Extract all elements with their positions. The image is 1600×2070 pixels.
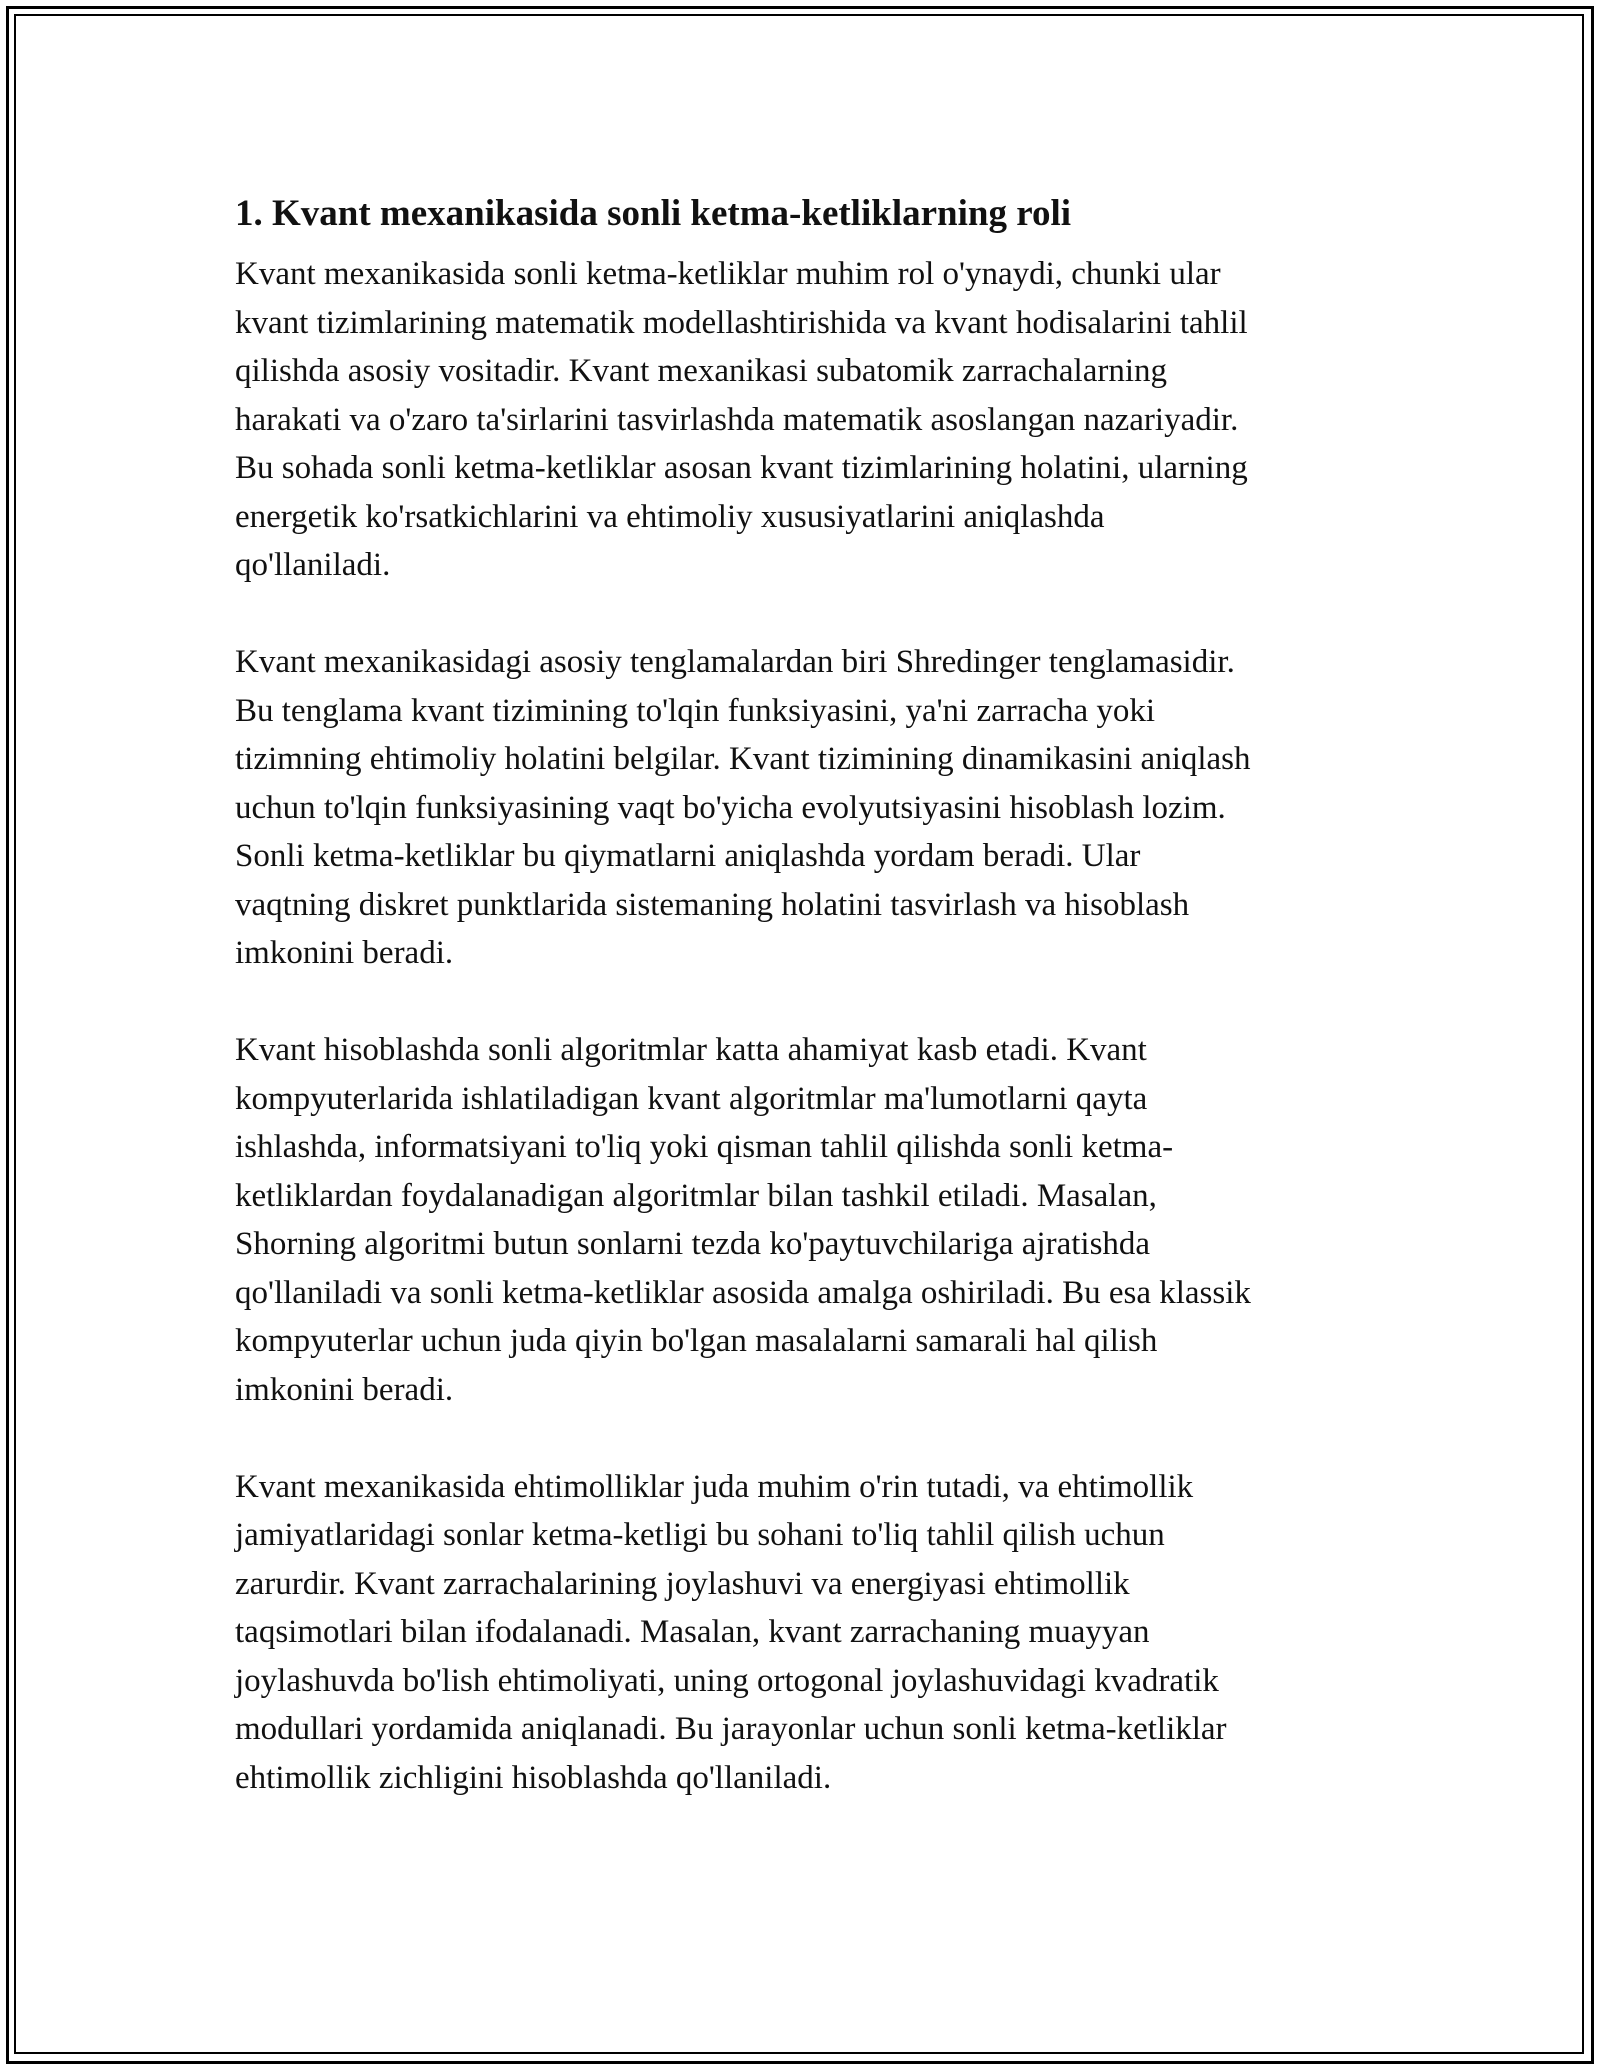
document-body — [235, 186, 1375, 1851]
paragraph-4 — [235, 1463, 1375, 1803]
text-line: qo'llaniladi. — [235, 547, 391, 583]
text-line: joylashuvda bo'lish ehtimoliyati, uning ortogonal joylashuvidagi kvadratik — [235, 1662, 1219, 1699]
text-line: Sonli ketma-ketliklar bu qiymatlarni aniqlashda yordam beradi. Ular — [235, 838, 1141, 874]
text-line: zarurdir. Kvant zarrachalarining joylashuvi va energiyasi ehtimollik — [235, 1565, 1130, 1602]
text-line: taqsimotlari bilan ifodalanadi. Masalan, kvant zarrachaning muayyan — [235, 1614, 1150, 1650]
text-line: jamiyatlaridagi sonlar ketma-ketligi bu sohani to'liq tahlil qilish uchun — [235, 1517, 1165, 1553]
text-line: harakati va o'zaro ta'sirlarini tasvirlashda matematik asoslangan nazariyadir. — [235, 401, 1239, 438]
text-line: ishlashda, informatsiyani to'liq yoki qisman tahlil qilishda sonli ketma- — [235, 1129, 1174, 1165]
text-line: Shorning algoritmi butun sonlarni tezda ko'paytuvchilariga ajratishda — [235, 1226, 1151, 1262]
text-line: qo'llaniladi va sonli ketma-ketliklar asosida amalga oshiriladi. Bu esa klassik — [235, 1274, 1251, 1311]
paragraph-3 — [235, 1026, 1375, 1414]
text-line: modullari yordamida aniqlanadi. Bu jarayonlar uchun sonli ketma-ketliklar — [235, 1711, 1227, 1747]
text-line: energetik ko'rsatkichlarini va ehtimoliy xususiyatlarini aniqlashda — [235, 498, 1105, 535]
paragraph-1 — [235, 250, 1375, 590]
text-line: Kvant mexanikasida ehtimolliklar juda muhim o'rin tutadi, va ehtimollik — [235, 1468, 1194, 1505]
text-line: uchun to'lqin funksiyasining vaqt bo'yicha evolyutsiyasini hisoblash lozim. — [235, 789, 1226, 826]
section-heading: 1. Kvant mexanikasida sonli ketma-ketliklarning roli — [235, 193, 1072, 234]
text-line: Kvant hisoblashda sonli algoritmlar katta ahamiyat kasb etadi. Kvant — [235, 1032, 1147, 1068]
text-line: tizimning ehtimoliy holatini belgilar. Kvant tizimining dinamikasini aniqlash — [235, 741, 1251, 777]
text-line: kompyuterlar uchun juda qiyin bo'lgan masalalarni samarali hal qilish — [235, 1323, 1158, 1359]
paragraph-2 — [235, 638, 1375, 978]
text-line: Kvant mexanikasidagi asosiy tenglamalardan biri Shredinger tenglamasidir. — [235, 644, 1235, 680]
text-line: ehtimollik zichligini hisoblashda qo'llaniladi. — [235, 1759, 832, 1796]
text-line: kompyuterlarida ishlatiladigan kvant algoritmlar ma'lumotlarni qayta — [235, 1080, 1148, 1117]
text-line: qilishda asosiy vositadir. Kvant mexanikasi subatomik zarrachalarning — [235, 353, 1168, 389]
text-line: ketliklardan foydalanadigan algoritmlar bilan tashkil etiladi. Masalan, — [235, 1177, 1157, 1214]
text-line: kvant tizimlarining matematik modellashtirishida va kvant hodisalarini tahlil — [235, 304, 1248, 341]
text-line: imkonini beradi. — [235, 935, 454, 971]
text-line: Kvant mexanikasida sonli ketma-ketliklar muhim rol o'ynaydi, chunki ular — [235, 256, 1221, 292]
text-line: vaqtning diskret punktlarida sistemaning holatini tasvirlash va hisoblash — [235, 886, 1190, 923]
text-line: imkonini beradi. — [235, 1371, 454, 1408]
text-line: Bu sohada sonli ketma-ketliklar asosan kvant tizimlarining holatini, ularning — [235, 450, 1248, 486]
text-line: Bu tenglama kvant tizimining to'lqin funksiyasini, ya'ni zarracha yoki — [235, 692, 1156, 729]
